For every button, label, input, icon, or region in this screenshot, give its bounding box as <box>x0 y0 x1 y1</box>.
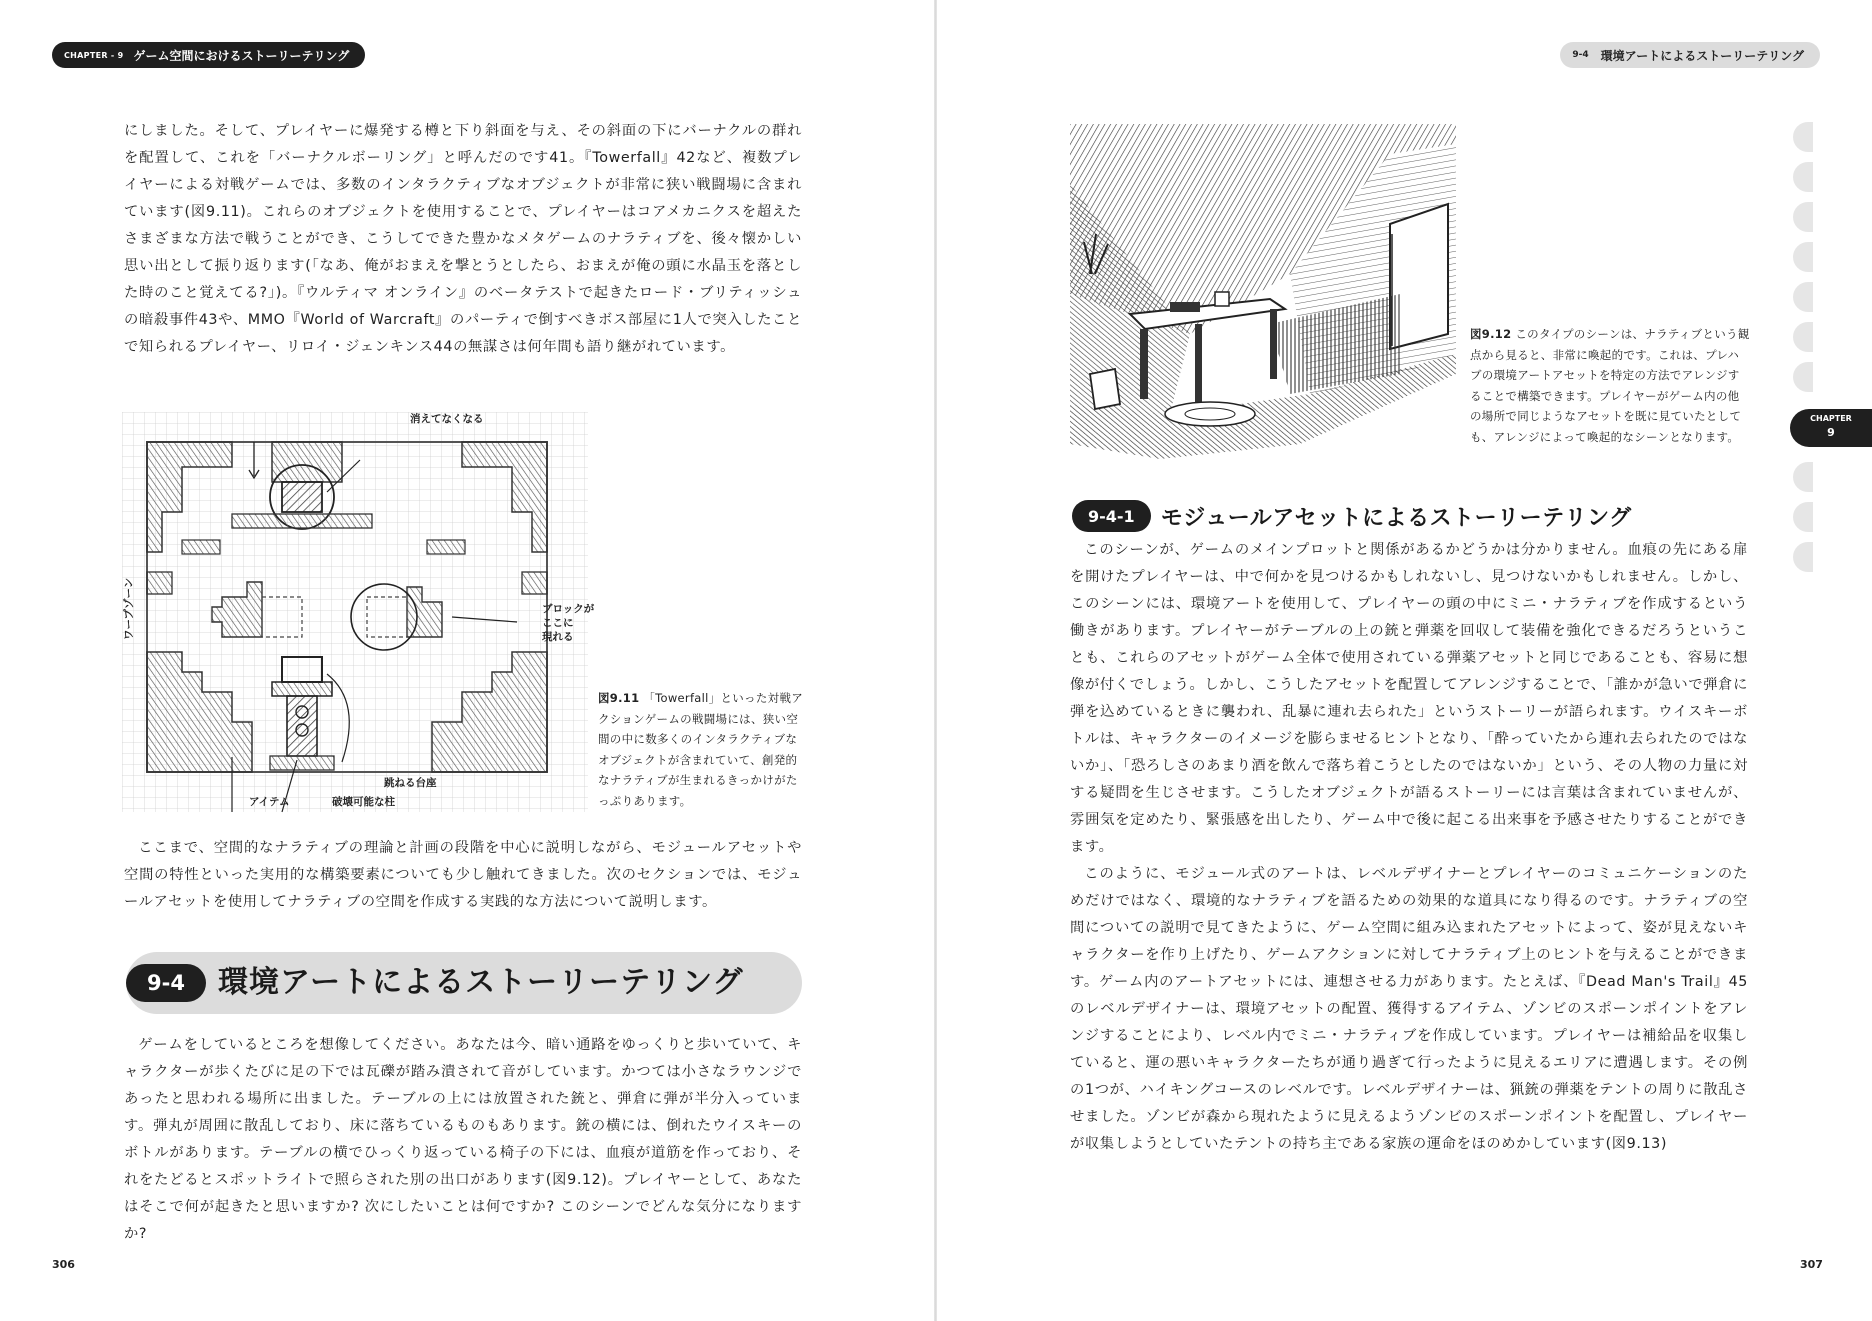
figure-9-12-sketch <box>1070 124 1456 459</box>
section-title: 環境アートによるストーリーテリング <box>1600 48 1804 63</box>
section-title: 環境アートによるストーリーテリング <box>218 965 744 1000</box>
section-label: 9-4 <box>1572 50 1589 60</box>
page-number: 306 <box>52 1258 75 1271</box>
chapter-header-pill <box>52 42 365 68</box>
label-warp-zone: ワープゾーン <box>123 577 135 640</box>
caption-text: このタイプのシーンは、ナラティブという観点から見ると、非常に喚起的です。これは、プレハブの環境アートアセットを特定の方法でアレンジすることで構築できます。プレイヤーがゲーム内の他の場所で同じようなアセットを既に見ていたとしても、アレンジによって喚起的なシーンとなります。 <box>1470 327 1750 444</box>
paragraph: にしました。そして、プレイヤーに爆発する樽と下り斜面を与え、その斜面の下にバーナクルの群れを配置して、これを「バーナクルボーリング」と呼んだのです41。『Towerfall』42など、複数プレイヤーによる対戦ゲームでは、多数のインタラクティブなオブジェクトが非常に狭い戦闘場に含まれています(図9.11)。これらのオブジェクトを使用することで、プレイヤーはコアメカニクスを超えたさまざまな方法で戦うことができ、こうしてできた豊かなメタゲームのナラティブを、後々懐かしい思い出として振り返ります(「なあ、俺がおまえを撃とうとしたら、おまえが俺の頭に水晶玉を落とした時のこと覚えてる?」)。『ウルティマ オンライン』のベータテストで起きたロード・ブリティッシュの暗殺事件43や、MMO『World of Warcraft』のパーティで倒すべきボス部屋に1人で突入したことで知られるプレイヤー、リロイ・ジェンキンス44の無謀さは何年間も語り継がれています。 <box>124 123 802 355</box>
subsection-number: 9-4-1 <box>1072 500 1151 532</box>
label-block-3: 現れる <box>542 631 574 643</box>
label-spring-pedestal: 跳ねる台座 <box>384 777 437 789</box>
paragraph: ここまで、空間的なナラティブの理論と計画の段階を中心に説明しながら、モジュールアセットや空間の特性といった実用的な構築要素についても少し触れてきました。次のセクションでは、モジュールアセットを使用してナラティブの空間を作成する実践的な方法について説明します。 <box>124 840 802 910</box>
left-page <box>0 0 934 1321</box>
chapter-tab-label: CHAPTER <box>1810 414 1852 423</box>
page-number: 307 <box>1800 1258 1823 1271</box>
figure-9-11-map <box>122 412 595 812</box>
caption-text: 「Towerfall」といった対戦アクションゲームの戦闘場には、狭い空間の中に数多くのインタラクティブなオブジェクトが含まれていて、創発的なナラティブが生まれるきっかけがたっぷりあります。 <box>598 691 804 808</box>
chapter-tab-number: 9 <box>1827 426 1835 439</box>
chapter-label: CHAPTER - 9 <box>64 50 124 60</box>
label-vanish: 消えてなくなる <box>410 413 484 425</box>
section-number: 9-4 <box>126 964 206 1002</box>
paragraph: このように、モジュール式のアートは、レベルデザイナーとプレイヤーのコミュニケーションのためだけではなく、環境的なナラティブを語るための効果的な道具になり得るのです。ナラティブの空間についての説明で見てきたように、ゲーム空間に組み込まれたアセットによって、姿が見えないキャラクターを作り上げたり、ゲームアクションに対してナラティブ上のヒントを与えることができます。ゲーム内のアートアセットには、連想させる力があります。たとえば、『Dead Man's Trail』45のレベルデザイナーは、環境アセットの配置、獲得するアイテム、ゾンビのスポーンポイントをアレンジすることにより、レベル内でミニ・ナラティブを作成しています。プレイヤーは補給品を収集していると、運の悪いキャラクターたちが通り過ぎて行ったように見えるエリアに遭遇します。その例の1つが、ハイキングコースのレベルです。レベルデザイナーは、猟銃の弾薬をテントの周りに散乱させました。ゾンビが森から現れたように見えるようゾンビのスポーンポイントを配置し、プレイヤーが収集しようとしていたテントの持ち主である家族の運命をほのめかしています(図9.13) <box>1070 866 1748 1152</box>
caption-figure-9-12 <box>1470 324 1750 447</box>
section-header-pill <box>1560 42 1820 68</box>
chapter-thumb-tab <box>1790 409 1872 447</box>
subsection-heading-9-4-1 <box>1072 498 1632 534</box>
section-heading-9-4 <box>126 952 802 1014</box>
label-block-2: ここに <box>542 617 574 629</box>
caption-label: 図9.12 <box>1470 327 1512 341</box>
chapter-title: ゲーム空間におけるストーリーテリング <box>133 48 350 63</box>
label-block-1: ブロックが <box>542 603 595 615</box>
label-destructible-pillar: 破壊可能な柱 <box>332 796 395 808</box>
caption-figure-9-11 <box>598 688 804 811</box>
paragraph: このシーンが、ゲームのメインプロットと関係があるかどうかは分かりません。血痕の先にある扉を開けたプレイヤーは、中で何かを見つけるかもしれないし、見つけないかもしれません。しかし、このシーンには、環境アートを使用して、プレイヤーの頭の中にミニ・ナラティブを作成するという働きがあります。プレイヤーがテーブルの上の銃と弾薬を回収して装備を強化できるだろうということも、これらのアセットがゲーム全体で使用されている弾薬アセットと同じであることも、容易に想像が付くでしょう。しかし、こうしたアセットを配置してアレンジすることで、「誰かが急いで弾倉に弾を込めているときに襲われ、乱暴に連れ去られた」というストーリーが語られます。ウイスキーボトルは、キャラクターのイメージを膨らませるヒントとなり、「酔っていたから連れ去られたのではないか」、「恐ろしさのあまり酒を飲んで落ち着こうとしたのではないか」という、その人物の力量に対する疑問を生じさせます。こうしたオブジェクトが語るストーリーには言葉は含まれていませんが、雰囲気を定めたり、緊張感を出したり、ゲーム中で後に起こる出来事を予感させたりすることができます。 <box>1070 542 1748 855</box>
body-text-right <box>1070 537 1748 1158</box>
body-text-middle <box>124 835 802 916</box>
label-item: アイテム <box>249 796 290 808</box>
caption-label: 図9.11 <box>598 691 640 705</box>
paragraph: ゲームをしているところを想像してください。あなたは今、暗い通路をゆっくりと歩いていて、キャラクターが歩くたびに足の下では瓦礫が踏み潰されて音がしています。かつては小さなラウンジであったと思われる場所に出ました。テーブルの上には放置された銃と、弾倉に弾が半分入っています。弾丸が周囲に散乱しており、床に落ちているものもあります。銃の横には、倒れたウイスキーのボトルがあります。テーブルの横でひっくり返っている椅子の下には、血痕が道筋を作っており、それをたどるとスポットライトで照らされた別の出口があります(図9.12)。プレイヤーとして、あなたはそこで何が起きたと思いますか? 次にしたいことは何ですか? このシーンでどんな気分になりますか? <box>124 1037 802 1242</box>
body-text-top <box>124 118 802 361</box>
body-text-bottom <box>124 1032 802 1248</box>
subsection-title: モジュールアセットによるストーリーテリング <box>1160 505 1632 531</box>
